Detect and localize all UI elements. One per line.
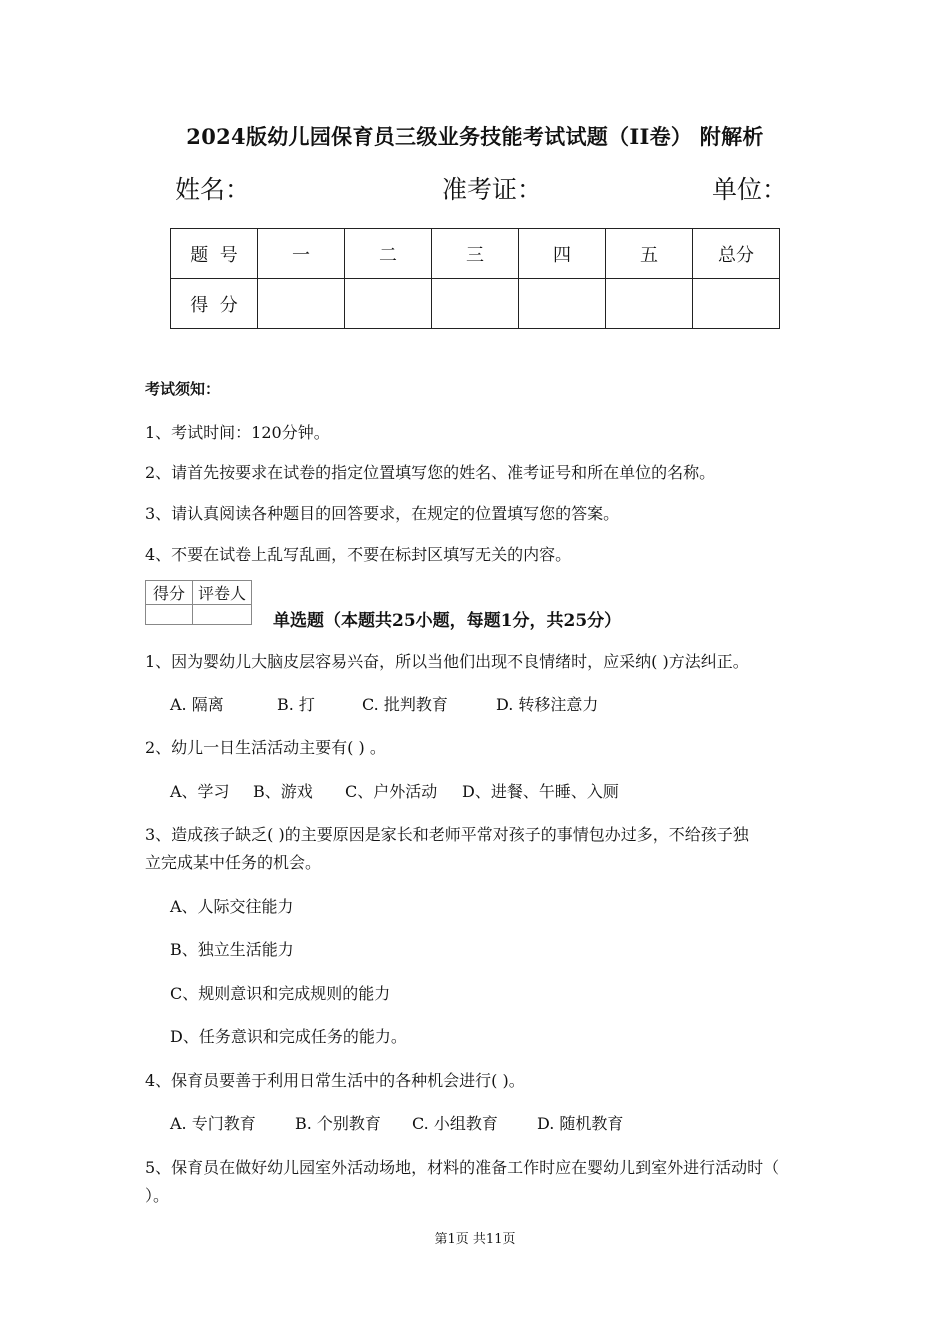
q4-option-c[interactable]: C. 小组教育 bbox=[412, 1114, 498, 1133]
score-cell-1: 一 bbox=[258, 229, 345, 279]
question-1: 1、因为婴幼儿大脑皮层容易兴奋，所以当他们出现不良情绪时，应采纳( )方法纠正。 bbox=[145, 652, 749, 671]
q1-option-a[interactable]: A. 隔离 bbox=[170, 695, 224, 714]
score-table-score-row bbox=[171, 279, 780, 329]
q2-option-d[interactable]: D、进餐、午睡、入厕 bbox=[462, 782, 619, 801]
score-cell-4: 四 bbox=[519, 229, 606, 279]
score-input-total[interactable] bbox=[693, 279, 780, 329]
score-input-3[interactable] bbox=[432, 279, 519, 329]
question-5-line-1: 5、保育员在做好幼儿园室外活动场地，材料的准备工作时应在婴幼儿到室外进行活动时（ bbox=[145, 1158, 780, 1177]
score-row-label: 得 分 bbox=[171, 279, 258, 329]
score-input-1[interactable] bbox=[258, 279, 345, 329]
score-table bbox=[170, 228, 780, 329]
q1-option-c[interactable]: C. 批判教育 bbox=[362, 695, 448, 714]
q4-option-a[interactable]: A. 专门教育 bbox=[170, 1114, 256, 1133]
q4-option-d[interactable]: D. 随机教育 bbox=[537, 1114, 624, 1133]
q3-option-d[interactable]: D、任务意识和完成任务的能力。 bbox=[170, 1027, 407, 1046]
question-4: 4、保育员要善于利用日常生活中的各种机会进行( )。 bbox=[145, 1071, 525, 1090]
score-table-header-row bbox=[171, 229, 780, 279]
grader-score-input[interactable] bbox=[146, 605, 193, 625]
q3-option-b[interactable]: B、独立生活能力 bbox=[170, 940, 294, 959]
grader-name-label: 评卷人 bbox=[193, 581, 252, 605]
question-5-line-2: ）。 bbox=[145, 1186, 170, 1205]
score-cell-2: 二 bbox=[345, 229, 432, 279]
score-cell-label: 题 号 bbox=[171, 229, 258, 279]
q1-option-b[interactable]: B. 打 bbox=[277, 695, 315, 714]
score-cell-5: 五 bbox=[606, 229, 693, 279]
page-title: 2024版幼儿园保育员三级业务技能考试试题（II卷） 附解析 bbox=[186, 124, 764, 149]
notice-item: 2、请首先按要求在试卷的指定位置填写您的姓名、准考证号和所在单位的名称。 bbox=[145, 463, 716, 482]
question-3-line-2: 立完成某中任务的机会。 bbox=[145, 853, 322, 872]
notice-heading: 考试须知： bbox=[145, 380, 221, 398]
score-input-5[interactable] bbox=[606, 279, 693, 329]
q2-option-c[interactable]: C、户外活动 bbox=[345, 782, 438, 801]
notice-item: 3、请认真阅读各种题目的回答要求，在规定的位置填写您的答案。 bbox=[145, 504, 620, 523]
exam-id-label: 准考证： bbox=[442, 175, 543, 204]
score-cell-total: 总分 bbox=[693, 229, 780, 279]
unit-label: 单位： bbox=[712, 175, 788, 204]
q2-option-a[interactable]: A、学习 bbox=[170, 782, 230, 801]
notice-item: 4、不要在试卷上乱写乱画，不要在标封区填写无关的内容。 bbox=[145, 545, 572, 564]
grader-score-label: 得分 bbox=[146, 581, 193, 605]
q2-option-b[interactable]: B、游戏 bbox=[253, 782, 313, 801]
page-footer: 第1页 共11页 bbox=[434, 1232, 516, 1247]
score-input-4[interactable] bbox=[519, 279, 606, 329]
score-cell-3: 三 bbox=[432, 229, 519, 279]
q3-option-c[interactable]: C、规则意识和完成规则的能力 bbox=[170, 984, 391, 1003]
section-title: 单选题（本题共25小题，每题1分，共25分） bbox=[273, 611, 622, 631]
notice-item: 1、考试时间：120分钟。 bbox=[145, 423, 330, 442]
q1-option-d[interactable]: D. 转移注意力 bbox=[496, 695, 599, 714]
q4-option-b[interactable]: B. 个别教育 bbox=[295, 1114, 381, 1133]
score-input-2[interactable] bbox=[345, 279, 432, 329]
grader-table bbox=[145, 580, 252, 625]
name-label: 姓名： bbox=[175, 175, 251, 204]
question-2: 2、幼儿一日生活活动主要有( ) 。 bbox=[145, 738, 386, 757]
q3-option-a[interactable]: A、人际交往能力 bbox=[170, 897, 294, 916]
question-3-line-1: 3、造成孩子缺乏( )的主要原因是家长和老师平常对孩子的事情包办过多，不给孩子独 bbox=[145, 825, 749, 844]
grader-name-input[interactable] bbox=[193, 605, 252, 625]
